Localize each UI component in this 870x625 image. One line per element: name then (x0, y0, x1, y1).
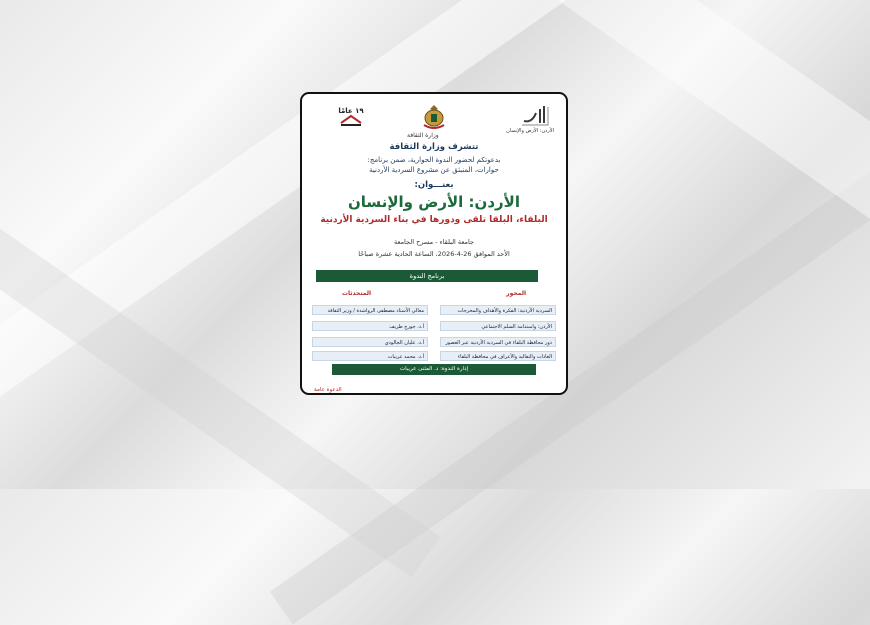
moderator-bar: إدارة الندوة: د. المثنى عريبات (332, 364, 536, 375)
host-line: تتشرف وزارة الثقافة (389, 142, 479, 152)
public-invitation-note: الدعوة عامة (314, 387, 342, 393)
speaker-row: أ.د. جورج طريف (312, 321, 428, 331)
invite-line: بدعوتكم لحضور الندوة الحوارية، ضمن برنامج: (367, 156, 501, 164)
program-line: حوارات، المنبثق عن مشروع السردية الأردنية (369, 166, 499, 174)
venue-line: جامعة البلقاء - مسرح الجامعة (393, 238, 475, 246)
ministry-caption: وزارة الثقافة (407, 132, 439, 139)
anniversary-logo-icon (338, 103, 364, 129)
project-caption: الأردن: الأرض والإنسان (506, 128, 554, 134)
speaker-row: أ.د. محمد عريبات (312, 351, 428, 361)
program-section-title: برنامج الندوة (316, 270, 538, 282)
anniversary-logo-number: ١٩ عامًا (338, 107, 364, 115)
speaker-row: معالي الأستاذ مصطفى الرواشدة / وزير الثقافة (312, 305, 428, 315)
speaker-row: أ.د. عليان الجالودي (312, 337, 428, 347)
topic-row: السردية الأردنية: الفكرة والأهداف والمخرجات (440, 305, 556, 315)
topic-row: دور محافظة البلقاء في السردية الأردنية عبر العصور (440, 337, 556, 347)
invitation-card (300, 92, 568, 395)
subtitle: البلقاء، البلقا تلقى ودورها في بناء السردية الأردنية (320, 215, 548, 225)
crest-icon (420, 103, 448, 133)
topic-row: الأردن: واستدامة السلم الاجتماعي (440, 321, 556, 331)
topics-header: المحور (506, 290, 526, 297)
topic-row: العادات والتقاليد والأعراف في محافظة البلقاء (440, 351, 556, 361)
main-title: الأردن: الأرض والإنسان (348, 193, 520, 211)
title-label: بعنـــوان: (414, 180, 454, 190)
calligraphy-logo-icon (514, 103, 552, 129)
datetime-line: الأحد الموافق 26-4-2026، الساعة الحادية عشرة صباحًا (358, 250, 510, 258)
speakers-header: المتحدثات (342, 290, 372, 297)
